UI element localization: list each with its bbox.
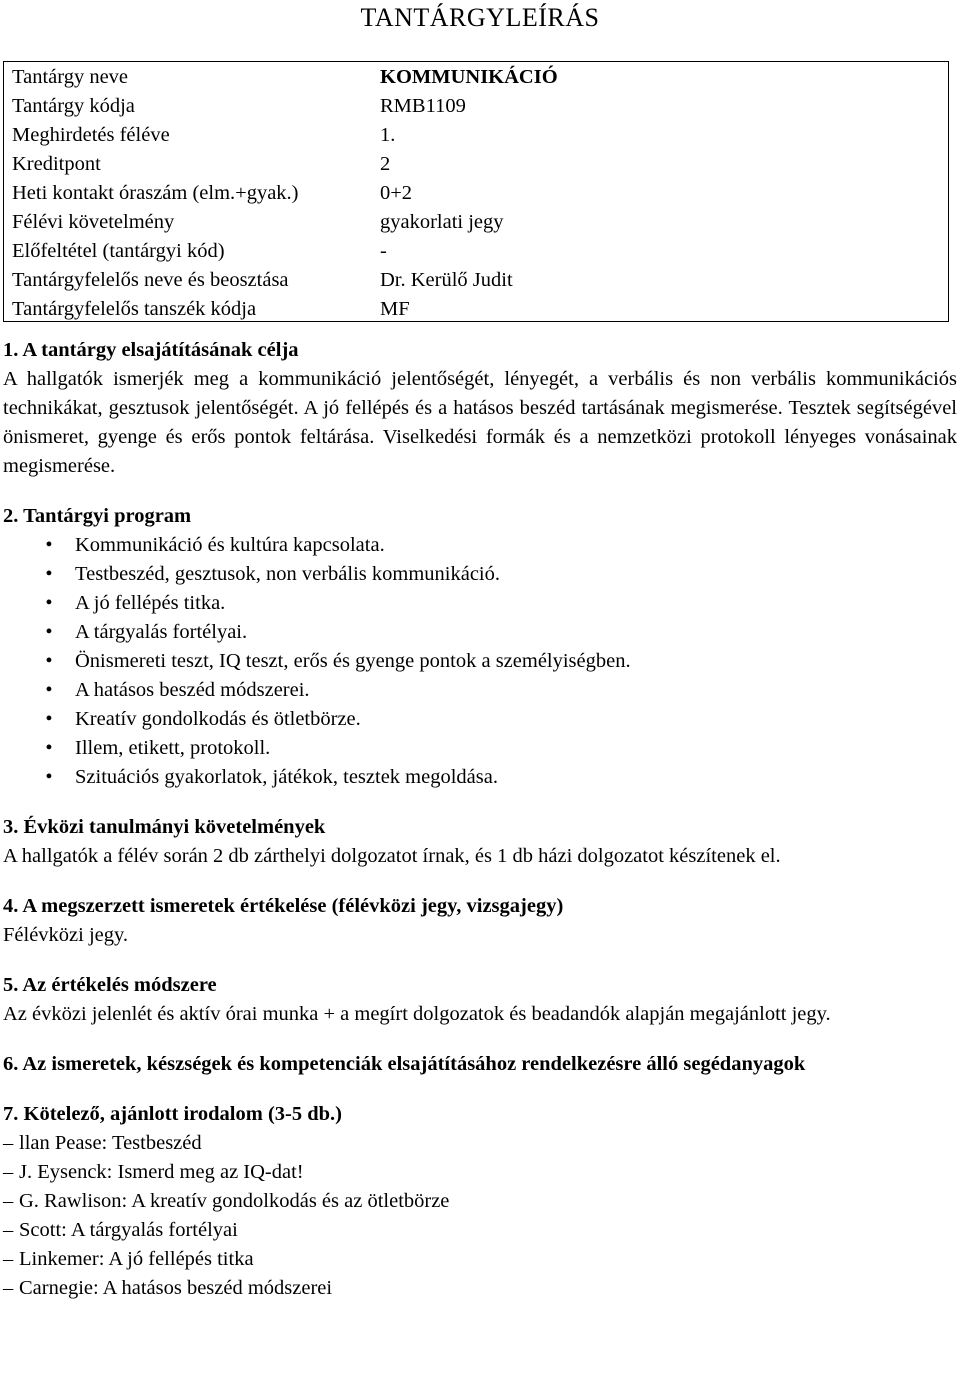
list-item-text: Önismereti teszt, IQ teszt, erős és gyenge pontok a személyiségben. [75,650,631,672]
list-item-text: Kommunikáció és kultúra kapcsolata. [75,534,385,556]
list-item-text: J. Eysenck: Ismerd meg az IQ-dat! [19,1161,304,1183]
info-value-course-name: KOMMUNIKÁCIÓ [380,66,558,88]
info-row-course-name [12,63,940,92]
section-heading: 5. Az értékelés módszere [3,974,217,996]
section-literature [3,1100,957,1303]
list-item-text: Szituációs gyakorlatok, játékok, tesztek megoldása. [75,766,498,788]
info-value-responsible-person: Dr. Kerülő Judit [380,269,513,291]
section-program [3,502,957,792]
section-text: Félévközi jegy. [3,924,129,946]
list-item [3,1158,957,1187]
section-heading: 6. Az ismeretek, készségek és kompetenciák elsajátításához rendelkezésre álló segédanyagok [3,1053,806,1075]
section-text: Az évközi jelenlét és aktív órai munka + a megírt dolgozatok és beadandók alapján megajánlott jegy. [3,1003,831,1025]
info-label: Félévi követelmény [12,211,175,233]
list-item [43,531,957,560]
section-heading: 1. A tantárgy elsajátításának célja [3,339,299,361]
list-item-text: A jó fellépés titka. [75,592,226,614]
list-item-text: A hatásos beszéd módszerei. [75,679,310,701]
list-item-text: Scott: A tárgyalás fortélyai [19,1219,238,1241]
list-item [43,676,957,705]
section-evaluation-method [3,971,957,1029]
info-row-department-code [12,295,940,324]
list-item-text: Carnegie: A hatásos beszéd módszerei [19,1277,333,1299]
list-item [43,647,957,676]
bullet-icon: • [45,621,53,643]
bullet-icon: • [45,592,53,614]
info-label: Tantárgyfelelős neve és beosztása [12,269,289,291]
info-row-semester [12,121,940,150]
section-requirements [3,813,957,871]
bullet-icon: • [45,737,53,759]
list-item-text: A tárgyalás fortélyai. [75,621,248,643]
list-item [3,1129,957,1158]
literature-list [3,1129,957,1303]
info-label: Tantárgy neve [12,66,129,88]
bullet-icon: • [45,563,53,585]
info-value-requirement: gyakorlati jegy [380,211,504,233]
list-item-text: Kreatív gondolkodás és ötletbörze. [75,708,361,730]
course-info-table [3,61,949,322]
list-item-text: G. Rawlison: A kreatív gondolkodás és az ötletbörze [19,1190,450,1212]
list-item-text: Illem, etikett, protokoll. [75,737,271,759]
bullet-icon: • [45,534,53,556]
list-item [3,1245,957,1274]
list-item [43,560,957,589]
section-assessment [3,892,957,950]
info-label: Meghirdetés féléve [12,124,170,146]
bullet-icon: • [45,650,53,672]
list-item-text: Testbeszéd, gesztusok, non verbális kommunikáció. [75,563,500,585]
info-value-course-code: RMB1109 [380,95,466,117]
info-value-semester: 1. [380,124,396,146]
dash-icon: – [3,1132,14,1154]
section-materials [3,1050,957,1079]
info-value-department-code: MF [380,298,410,320]
dash-icon: – [3,1248,14,1270]
section-heading: 2. Tantárgyi program [3,505,192,527]
dash-icon: – [3,1161,14,1183]
info-row-prerequisite [12,237,940,266]
list-item-text: Linkemer: A jó fellépés titka [19,1248,254,1270]
section-objective [3,336,957,481]
document-title: TANTÁRGYLEÍRÁS [360,3,600,32]
info-value-prerequisite: - [380,240,387,262]
list-item [3,1274,957,1303]
dash-icon: – [3,1219,14,1241]
info-row-weekly-hours [12,179,940,208]
section-heading: 7. Kötelező, ajánlott irodalom (3-5 db.) [3,1103,342,1125]
info-value-weekly-hours: 0+2 [380,182,413,204]
bullet-icon: • [45,708,53,730]
info-row-course-code [12,92,940,121]
list-item-text: llan Pease: Testbeszéd [19,1132,202,1154]
section-text: A hallgatók a félév során 2 db zárthelyi dolgozatot írnak, és 1 db házi dolgozatot készítenek el. [3,845,781,867]
info-label: Heti kontakt óraszám (elm.+gyak.) [12,182,299,204]
info-label: Előfeltétel (tantárgyi kód) [12,240,225,262]
list-item [3,1187,957,1216]
document-sections [3,336,957,1324]
info-value-credits: 2 [380,153,391,175]
info-label: Tantárgyfelelős tanszék kódja [12,298,257,320]
list-item [43,763,957,792]
info-label: Kreditpont [12,153,101,175]
list-item [43,589,957,618]
program-list [3,531,957,792]
dash-icon: – [3,1277,14,1299]
section-heading: 4. A megszerzett ismeretek értékelése (félévközi jegy, vizsgajegy) [3,895,564,917]
bullet-icon: • [45,766,53,788]
info-row-credits [12,150,940,179]
info-label: Tantárgy kódja [12,95,135,117]
dash-icon: – [3,1190,14,1212]
list-item [43,734,957,763]
section-heading: 3. Évközi tanulmányi követelmények [3,816,326,838]
list-item [43,705,957,734]
section-text: A hallgatók ismerjék meg a kommunikáció jelentőségét, lényegét, a verbális és non verbális kommunikációs technikákat, gesztusok jelentőségét. A jó fellépés és a hatásos beszéd tartásának megismerése. Tesztek segítségével önismeret, gyenge és erős pontok feltárása. Viselkedési formák és a nemzetközi protokoll lényeges vonásainak megismerése. [3,368,957,477]
info-row-responsible-person [12,266,940,295]
list-item [43,618,957,647]
list-item [3,1216,957,1245]
bullet-icon: • [45,679,53,701]
info-row-requirement [12,208,940,237]
